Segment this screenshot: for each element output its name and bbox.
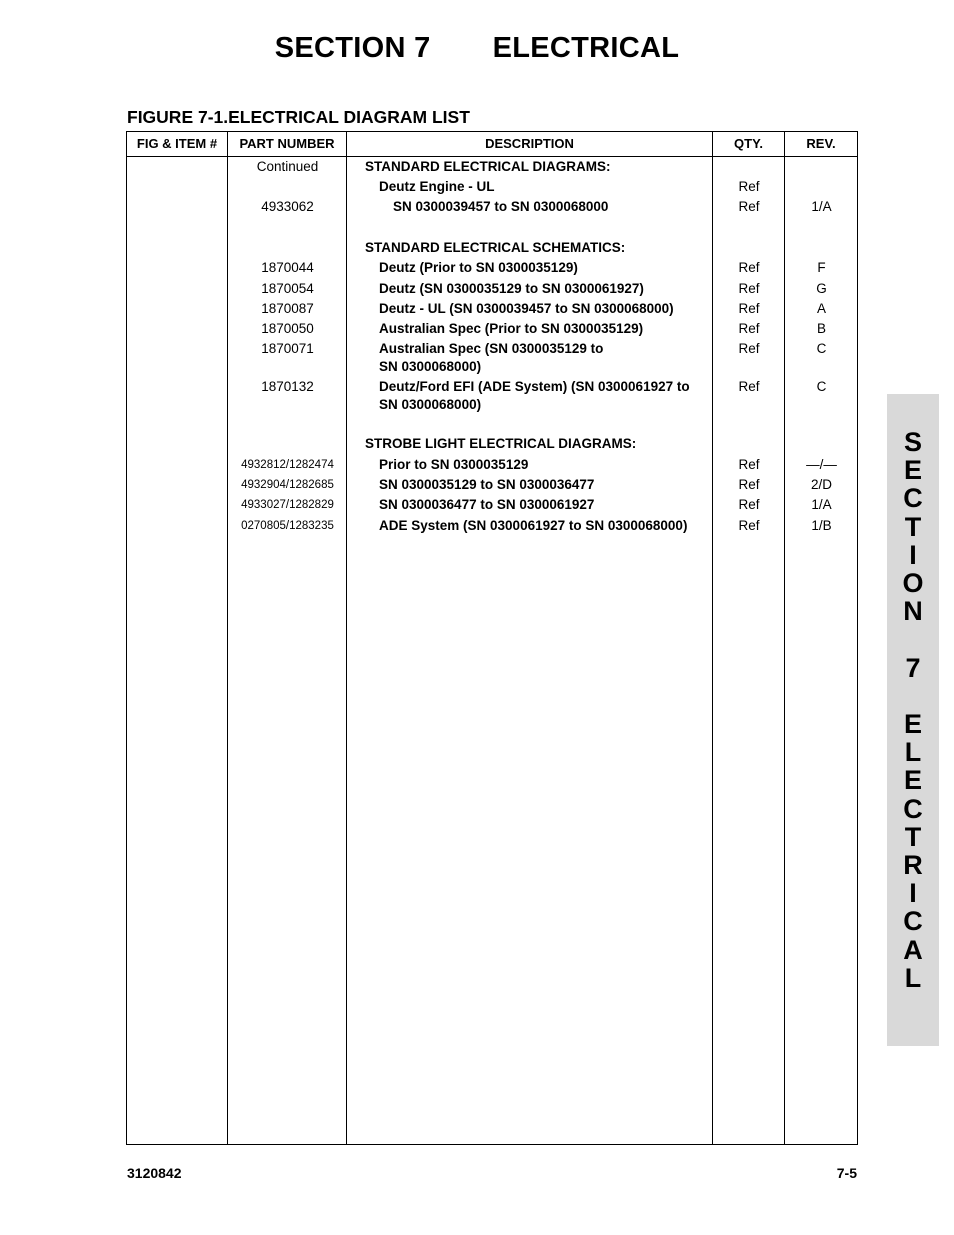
rev-cell: 1/A xyxy=(811,199,832,214)
header-rev: REV. xyxy=(806,136,836,151)
part-number-cell: 4932904/1282685 xyxy=(241,479,334,491)
qty-cell: Ref xyxy=(738,477,760,492)
description-cell: Australian Spec (SN 0300035129 to SN 0300068000) xyxy=(379,341,604,374)
description-cell: Australian Spec (Prior to SN 0300035129) xyxy=(379,321,644,336)
part-number-cell: 1870071 xyxy=(261,341,314,356)
part-number-cell: 1870054 xyxy=(261,281,314,296)
description-cell: Deutz (Prior to SN 0300035129) xyxy=(379,260,578,275)
part-number-cell: 1870132 xyxy=(261,379,314,394)
rev-cell: B xyxy=(816,321,826,336)
description-cell: Deutz/Ford EFI (ADE System) (SN 0300061927 to SN 0300068000) xyxy=(379,379,690,412)
description-cell: Prior to SN 0300035129 xyxy=(379,457,529,472)
page-title xyxy=(0,32,954,65)
header-qty: QTY. xyxy=(734,136,763,151)
rev-cell: 1/A xyxy=(811,497,832,512)
parts-table xyxy=(126,131,858,1145)
description-cell: SN 0300039457 to SN 0300068000 xyxy=(393,199,609,214)
qty-cell: Ref xyxy=(738,199,760,214)
part-number-cell: 4932812/1282474 xyxy=(241,459,334,471)
rev-cell: F xyxy=(817,260,826,275)
qty-cell: Ref xyxy=(738,281,760,296)
qty-cell: Ref xyxy=(738,260,760,275)
rev-cell: G xyxy=(816,281,827,296)
part-number-cell: 1870087 xyxy=(261,301,314,316)
qty-cell: Ref xyxy=(738,321,760,336)
description-cell: SN 0300035129 to SN 0300036477 xyxy=(379,477,595,492)
description-cell: Deutz - UL (SN 0300039457 to SN 0300068000) xyxy=(379,301,674,316)
part-number-cell: 0270805/1283235 xyxy=(241,520,334,532)
side-tab-text: S E C T I O N 7 E L E C T R I C A L xyxy=(902,427,924,993)
header-description: DESCRIPTION xyxy=(485,136,574,151)
part-number-cell: 1870044 xyxy=(261,260,314,275)
description-cell: STROBE LIGHT ELECTRICAL DIAGRAMS: xyxy=(365,436,637,451)
part-number-cell: 4933027/1282829 xyxy=(241,499,334,511)
part-number-cell: 1870050 xyxy=(261,321,314,336)
qty-cell: Ref xyxy=(738,301,760,316)
qty-cell: Ref xyxy=(738,457,760,472)
section-side-tab xyxy=(887,394,939,1046)
page-number: 7-5 xyxy=(836,1165,857,1181)
description-cell: SN 0300036477 to SN 0300061927 xyxy=(379,497,595,512)
qty-cell: Ref xyxy=(738,341,760,356)
rev-cell: 2/D xyxy=(810,477,832,492)
part-number-cell: 4933062 xyxy=(261,199,314,214)
qty-cell: Ref xyxy=(738,379,760,394)
section-label: SECTION 7 xyxy=(274,32,431,64)
description-cell: Deutz Engine - UL xyxy=(379,179,495,194)
part-number-cell: Continued xyxy=(256,159,319,174)
document-number: 3120842 xyxy=(127,1165,182,1181)
section-name: ELECTRICAL xyxy=(492,32,680,64)
rev-cell: C xyxy=(816,379,827,394)
qty-cell: Ref xyxy=(738,518,760,533)
description-cell: Deutz (SN 0300035129 to SN 0300061927) xyxy=(379,281,644,296)
qty-cell: Ref xyxy=(738,497,760,512)
rev-cell: —/— xyxy=(806,457,837,472)
description-cell: STANDARD ELECTRICAL DIAGRAMS: xyxy=(365,159,611,174)
header-part-number: PART NUMBER xyxy=(239,136,335,151)
qty-cell: Ref xyxy=(738,179,760,194)
header-fig-item: FIG & ITEM # xyxy=(136,136,218,151)
description-cell: ADE System (SN 0300061927 to SN 0300068000) xyxy=(379,518,688,533)
description-cell: STANDARD ELECTRICAL SCHEMATICS: xyxy=(365,240,626,255)
figure-title: FIGURE 7-1.ELECTRICAL DIAGRAM LIST xyxy=(127,107,470,127)
rev-cell: A xyxy=(816,301,826,316)
table-header xyxy=(127,132,857,157)
rev-cell: 1/B xyxy=(811,518,832,533)
rev-cell: C xyxy=(816,341,827,356)
